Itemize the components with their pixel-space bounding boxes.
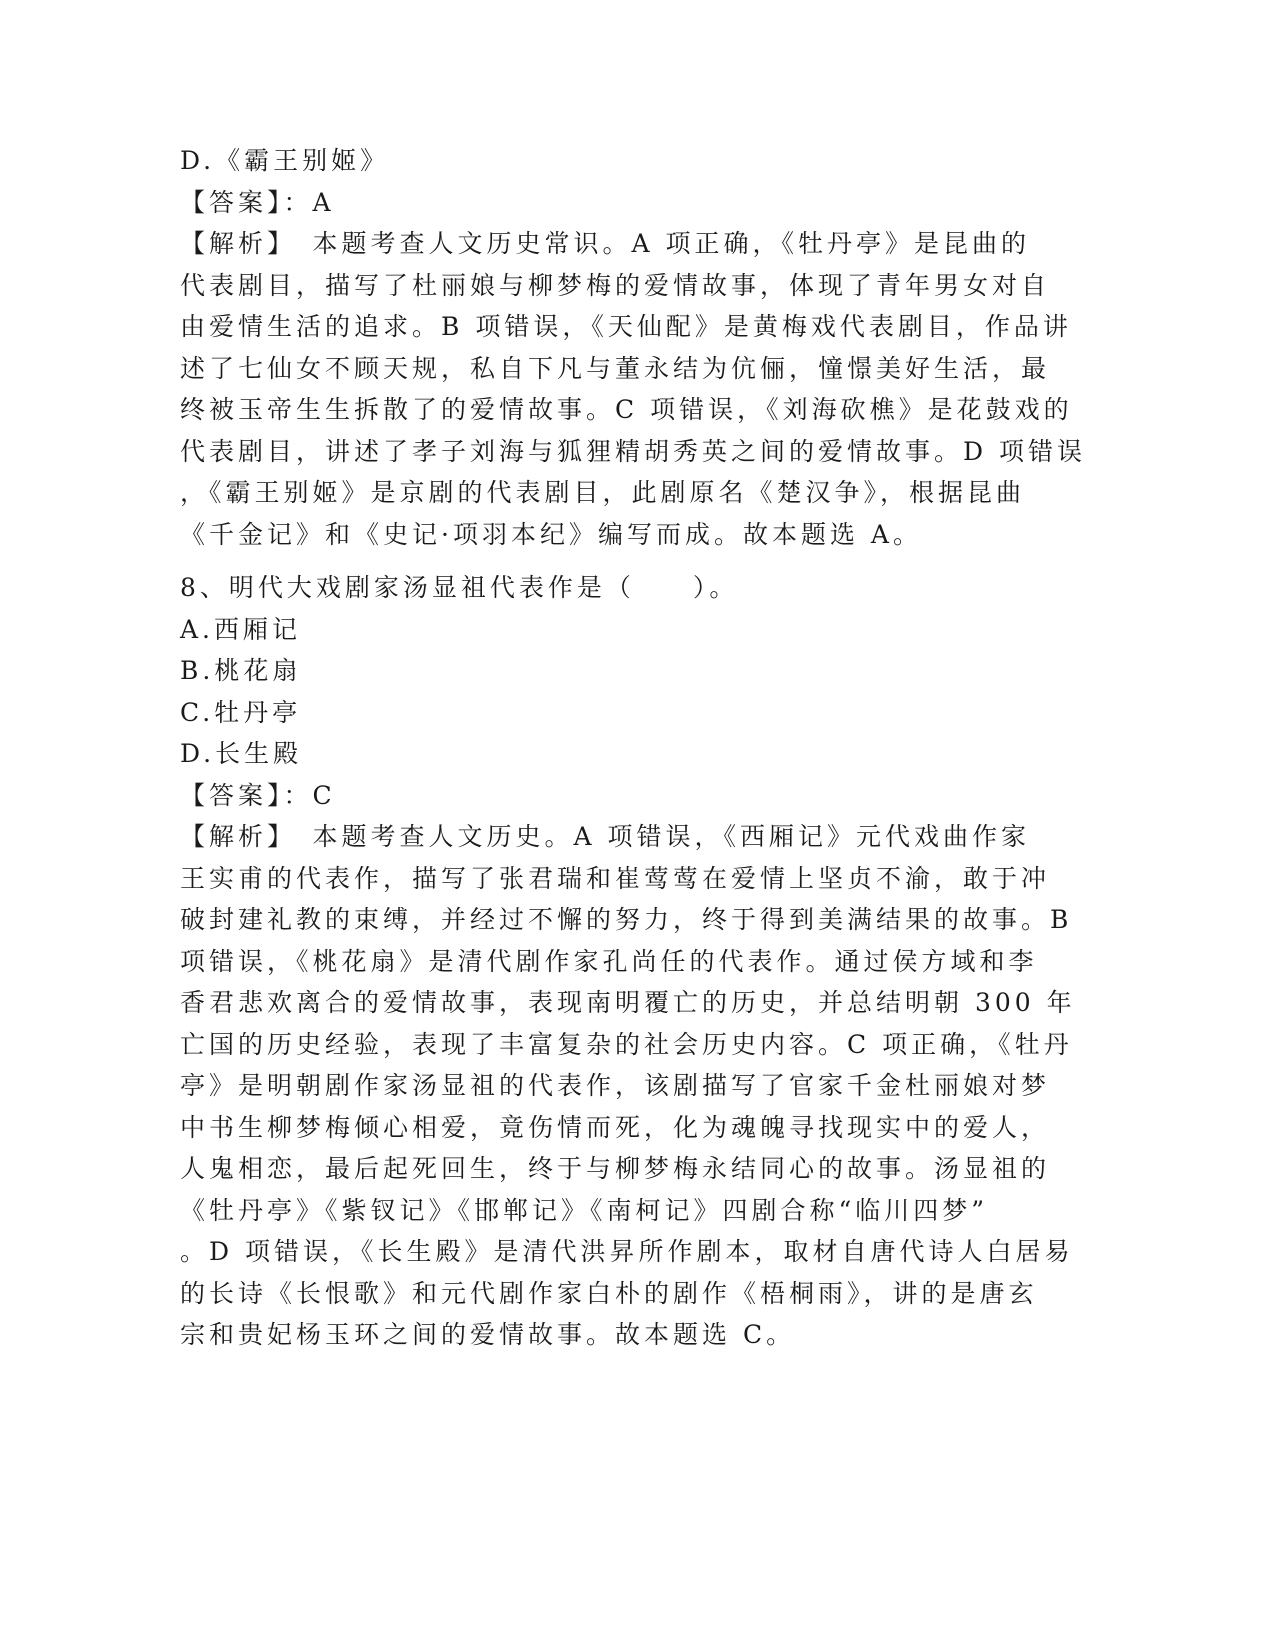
q7-explanation-line: 由爱情生活的追求。B 项错误，《天仙配》是黄梅戏代表剧目，作品讲 [180,312,1072,341]
q8-option-c: C.牡丹亭 [180,697,302,727]
q8-answer: 【答案】：C [180,780,336,810]
q8-option-a: A.西厢记 [180,614,302,644]
q8-explanation-line: 香君悲欢离合的爱情故事，表现南明覆亡的历史，并总结明朝 300 年 [180,988,1076,1017]
q8-explanation-line: 亭》是明朝剧作家汤显祖的代表作，该剧描写了官家千金杜丽娘对梦 [180,1071,1051,1100]
q8-explanation-line: 项错误，《桃花扇》是清代剧作家孔尚任的代表作。通过侯方域和李 [180,946,1038,976]
q8-option-b: B.桃花扇 [180,656,302,685]
q8-explanation-line: 破封建礼教的束缚，并经过不懈的努力，终于得到美满结果的故事。B [180,905,1073,934]
q8-explanation [180,816,1076,1356]
q7-explanation [180,223,1086,555]
q8-explanation-line: 宗和贵妃杨玉环之间的爱情故事。故本题选 C。 [180,1320,796,1349]
q7-option-d: D.《霸王别姬》 [180,146,390,175]
q7-explanation-line: 【解析】 本题考查人文历史常识。A 项正确，《牡丹亭》是昆曲的 [180,229,1031,258]
q8-explanation-line: 王实甫的代表作，描写了张君瑞和崔莺莺在爱情上坚贞不渝，敢于冲 [180,863,1051,893]
q7-explanation-line: ，《霸王别姬》是京剧的代表剧目，此剧原名《楚汉争》，根据昆曲 [180,478,1026,507]
q7-explanation-line: 代表剧目，描写了杜丽娘与柳梦梅的爱情故事，体现了青年男女对自 [180,270,1051,300]
q7-answer: 【答案】：A [180,187,335,217]
q8-question: 8、明代大戏剧家汤显祖代表作是（ ）。 [180,573,739,602]
q7-explanation-line: 述了七仙女不顾天规，私自下凡与董永结为伉俪，憧憬美好生活，最 [180,353,1051,383]
q7-explanation-line: 代表剧目，讲述了孝子刘海与狐狸精胡秀英之间的爱情故事。D 项错误 [180,436,1086,466]
q7-explanation-line: 《千金记》和《史记·项羽本纪》编写而成。故本题选 A。 [180,519,922,549]
q8-option-d: D.长生殿 [180,739,303,768]
q8-explanation-line: 【解析】 本题考查人文历史。A 项错误，《西厢记》元代戏曲作家 [180,822,1031,851]
q8-explanation-line: 的长诗《长恨歌》和元代剧作家白朴的剧作《梧桐雨》，讲的是唐玄 [180,1278,1038,1308]
q8-explanation-line: 人鬼相恋，最后起死回生，终于与柳梦梅永结同心的故事。汤显祖的 [180,1154,1051,1183]
q8-explanation-line: 亡国的历史经验，表现了丰富复杂的社会历史内容。C 项正确，《牡丹 [180,1029,1073,1059]
q7-explanation-line: 终被玉帝生生拆散了的爱情故事。C 项错误，《刘海砍樵》是花鼓戏的 [180,395,1073,424]
page-content [180,140,1086,1356]
q8-explanation-line: 。D 项错误，《长生殿》是清代洪昇所作剧本，取材自唐代诗人白居易 [180,1237,1074,1266]
q8-explanation-line: 《牡丹亭》《紫钗记》《邯郸记》《南柯记》四剧合称“临川四梦” [180,1195,989,1225]
question-gap [180,555,1040,567]
q8-explanation-line: 中书生柳梦梅倾心相爱，竟伤情而死，化为魂魄寻找现实中的爱人， [180,1112,1051,1142]
